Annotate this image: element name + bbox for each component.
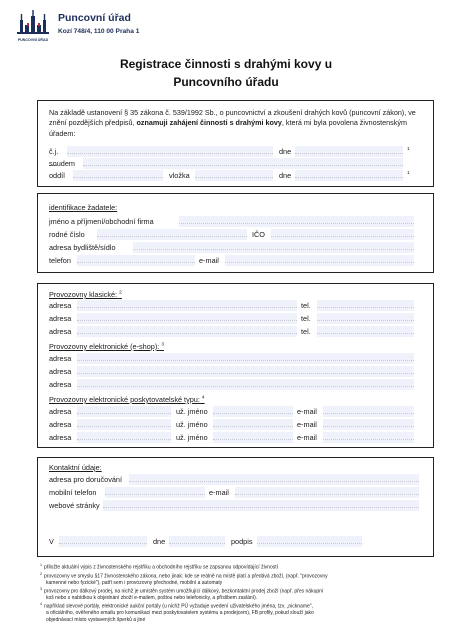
footnote-2-cont: kamenné nebo fyzické"), patří sem i provozovny přechodné, mobilní a automaty <box>46 579 223 586</box>
eshop-adresa-field-2[interactable] <box>77 366 414 377</box>
soudem-field[interactable] <box>83 158 403 169</box>
oddil-field[interactable] <box>73 170 163 181</box>
row-address <box>49 242 423 253</box>
mobile-label: mobilní telefon <box>49 488 97 497</box>
adresa-label: adresa <box>49 327 72 336</box>
intro-paragraph <box>49 108 421 139</box>
classic-row-3 <box>49 326 423 337</box>
classic-heading <box>49 290 122 299</box>
footnote-3: $^3$ provozovny pro dálkový prodej, na nichž je umístěn systém umožňující dálkový, bezkontaktní prodej zboží (např. přes nákupní <box>40 587 324 595</box>
puncovni-urad-logo <box>14 8 52 44</box>
signature-label: podpis <box>231 537 253 546</box>
classic-tel-field-1[interactable] <box>317 300 414 311</box>
eshop-heading-text: Provozovny elektronické (e-shop): <box>49 342 160 351</box>
classic-adresa-field-1[interactable] <box>77 300 297 311</box>
provider-heading <box>49 395 205 404</box>
vlozka-field[interactable] <box>195 170 273 181</box>
adresa-label: adresa <box>49 314 72 323</box>
sup-2: 2 <box>119 290 122 296</box>
oddil-label: oddíl <box>49 171 65 180</box>
sup-1b: 1 <box>407 171 410 176</box>
provider-email-field-2[interactable] <box>323 419 414 430</box>
dne-label: dne <box>279 147 292 156</box>
provider-row-1 <box>49 406 423 417</box>
classic-adresa-field-3[interactable] <box>77 326 297 337</box>
svg-text:PUNCOVNÍ ÚŘAD: PUNCOVNÍ ÚŘAD <box>17 38 49 42</box>
address-field[interactable] <box>133 242 414 253</box>
footnote-3-text-a: provozovny pro dálkový prodej, na nichž je umístěn systém umožňující dálkový, bezkontaktní prodej zboží (např. přes nákupní <box>44 588 324 595</box>
tel-label: tel. <box>301 314 311 323</box>
name-field[interactable] <box>179 216 414 227</box>
ico-field[interactable] <box>271 229 414 240</box>
row-phone <box>49 255 423 266</box>
footnote-4-text-a: například slevové portály, elektronické aukční portály (u nichž PÚ vyžaduje uvedení uživatelského jména, tzv. „nickname", <box>44 604 313 611</box>
provider-uz-jmeno-field-1[interactable] <box>213 406 293 417</box>
email-label: e-mail <box>297 407 317 416</box>
email-field[interactable] <box>225 255 414 266</box>
sup-3: 3 <box>161 342 165 348</box>
web-field[interactable] <box>103 500 419 511</box>
footnote-1: $^1$ přiložte aktuální výpis z živnostenského rejstříku a obchodního rejstříku se zapsanou odpovídající živností <box>40 563 279 571</box>
classic-tel-field-3[interactable] <box>317 326 414 337</box>
signature-field[interactable] <box>257 536 362 547</box>
row-birth <box>49 229 423 240</box>
eshop-adresa-field-1[interactable] <box>77 353 414 364</box>
provider-adresa-field-1[interactable] <box>77 406 171 417</box>
provider-uz-jmeno-field-2[interactable] <box>213 419 293 430</box>
row-web <box>49 500 423 511</box>
email-label: e-mail <box>297 433 317 442</box>
footnote-4-cont-1: a oficiálního, ověřeného emailu pro komunikaci mezi poskytovatelem systému a prodejcem), FB profily, pokud slouží jako <box>46 610 314 617</box>
footnote-2: $^2$ provozovny ve smyslu §17 živnostenského zákona, nebo jinak: kde se reálně na místě platí a předává zboží, (např. "provozovny <box>40 571 328 580</box>
provider-adresa-field-2[interactable] <box>77 419 171 430</box>
row-cj <box>49 146 423 157</box>
contact-heading: Kontaktní údaje: <box>49 463 102 472</box>
eshop-heading <box>49 342 164 351</box>
sup-1: 1 <box>407 147 410 152</box>
row-signature <box>49 536 423 547</box>
uz-jmeno-label: už. jméno <box>176 420 208 429</box>
footnote-2-text-a: provozovny ve smyslu §17 živnostenského zákona, nebo jinak: kde se reálně na místě platí a předává zboží, (např. "provozovny <box>44 573 328 580</box>
adresa-label: adresa <box>49 367 72 376</box>
cj-label: č.j. <box>49 147 59 156</box>
org-name: Puncovní úřad <box>58 12 131 24</box>
mobile-field[interactable] <box>105 487 205 498</box>
footnotes <box>40 562 435 623</box>
place-field[interactable] <box>59 536 147 547</box>
cj-field[interactable] <box>67 146 273 157</box>
classic-adresa-field-2[interactable] <box>77 313 297 324</box>
footnote-4: $^4$ například slevové portály, elektronické aukční portály (u nichž PÚ vyžaduje uvedení uživatelského jména, tzv. „nickname", <box>40 602 313 611</box>
establishments-box <box>37 283 434 448</box>
provider-row-3 <box>49 432 423 443</box>
uz-jmeno-label: už. jméno <box>176 407 208 416</box>
intro-text-bold: oznamuji zahájení činnosti s drahými kovy <box>136 118 282 128</box>
eshop-row-1 <box>49 353 423 364</box>
email-label: e-mail <box>209 488 229 497</box>
footnote-4-cont-2: objednávací místo vystavených šperků a jiné <box>46 616 146 623</box>
phone-field[interactable] <box>77 255 195 266</box>
document-title-line1: Registrace činnosti s drahými kovy u <box>119 57 333 71</box>
provider-row-2 <box>49 419 423 430</box>
sup-4: 4 <box>201 395 205 401</box>
classic-tel-field-2[interactable] <box>317 313 414 324</box>
email-label: e-mail <box>199 256 219 265</box>
delivery-field[interactable] <box>129 474 419 485</box>
adresa-label: adresa <box>49 407 72 416</box>
eshop-adresa-field-3[interactable] <box>77 379 414 390</box>
row-soudem <box>49 158 423 169</box>
email-label: e-mail <box>297 420 317 429</box>
provider-adresa-field-3[interactable] <box>77 432 171 443</box>
birth-field[interactable] <box>97 229 247 240</box>
date-field[interactable] <box>169 536 225 547</box>
intro-text-1: Na základě ustanovení § 35 zákona č. 539/1992 Sb., o puncovnictví a zkoušení drahých kovů (puncovní zákon), ve znění pozdějších předpisů, <box>49 108 416 128</box>
footnote-1-text: přiložte aktuální výpis z živnostenského rejstříku a obchodního rejstříku se zapsanou odpovídající živností <box>44 564 279 571</box>
date-label: dne <box>153 537 166 546</box>
row-name <box>49 216 423 227</box>
dne-field[interactable] <box>295 146 403 157</box>
soudem-label: soudem <box>49 159 75 168</box>
row-oddil <box>49 170 423 181</box>
provider-email-field-3[interactable] <box>323 432 414 443</box>
provider-heading-text: Provozovny elektronické poskytovatelské typu: <box>49 395 200 404</box>
eshop-row-2 <box>49 366 423 377</box>
eshop-row-3 <box>49 379 423 390</box>
provider-uz-jmeno-field-3[interactable] <box>213 432 293 443</box>
registration-box <box>37 100 434 187</box>
dne-label-2: dne <box>279 171 292 180</box>
dne-field-2[interactable] <box>295 170 403 181</box>
classic-heading-text: Provozovny klasické: <box>49 290 118 299</box>
adresa-label: adresa <box>49 433 72 442</box>
row-mobile <box>49 487 423 498</box>
contact-box <box>37 457 434 557</box>
applicant-box <box>37 193 434 273</box>
uz-jmeno-label: už. jméno <box>176 433 208 442</box>
contact-email-field[interactable] <box>235 487 419 498</box>
org-address: Kozí 748/4, 110 00 Praha 1 <box>58 28 140 35</box>
tel-label: tel. <box>301 301 311 310</box>
provider-email-field-1[interactable] <box>323 406 414 417</box>
applicant-heading: identifikace žadatele: <box>49 203 118 212</box>
address-label: adresa bydliště/sídlo <box>49 243 116 252</box>
classic-row-1 <box>49 300 423 311</box>
web-label: webové stránky <box>49 501 100 510</box>
place-label: V <box>49 537 54 546</box>
name-label: jméno a příjmení/obchodní firma <box>49 217 154 226</box>
adresa-label: adresa <box>49 380 72 389</box>
row-delivery <box>49 474 423 485</box>
ico-label: IČO <box>252 230 265 239</box>
vlozka-label: vložka <box>169 171 190 180</box>
delivery-label: adresa pro doručování <box>49 475 123 484</box>
birth-label: rodné číslo <box>49 230 85 239</box>
document-title-line2: Puncovního úřadu <box>173 75 279 89</box>
footnote-3-cont: koš nebo s nabídkou k objednání zboží e-mailem, poštou nebo telefonicky, a příslibem zaslání). <box>46 595 258 602</box>
intro-text-2: , která mi byla povolena živnostenským úřadem: <box>49 118 407 138</box>
adresa-label: adresa <box>49 354 72 363</box>
adresa-label: adresa <box>49 301 72 310</box>
classic-row-2 <box>49 313 423 324</box>
phone-label: telefon <box>49 256 71 265</box>
tel-label: tel. <box>301 327 311 336</box>
adresa-label: adresa <box>49 420 72 429</box>
